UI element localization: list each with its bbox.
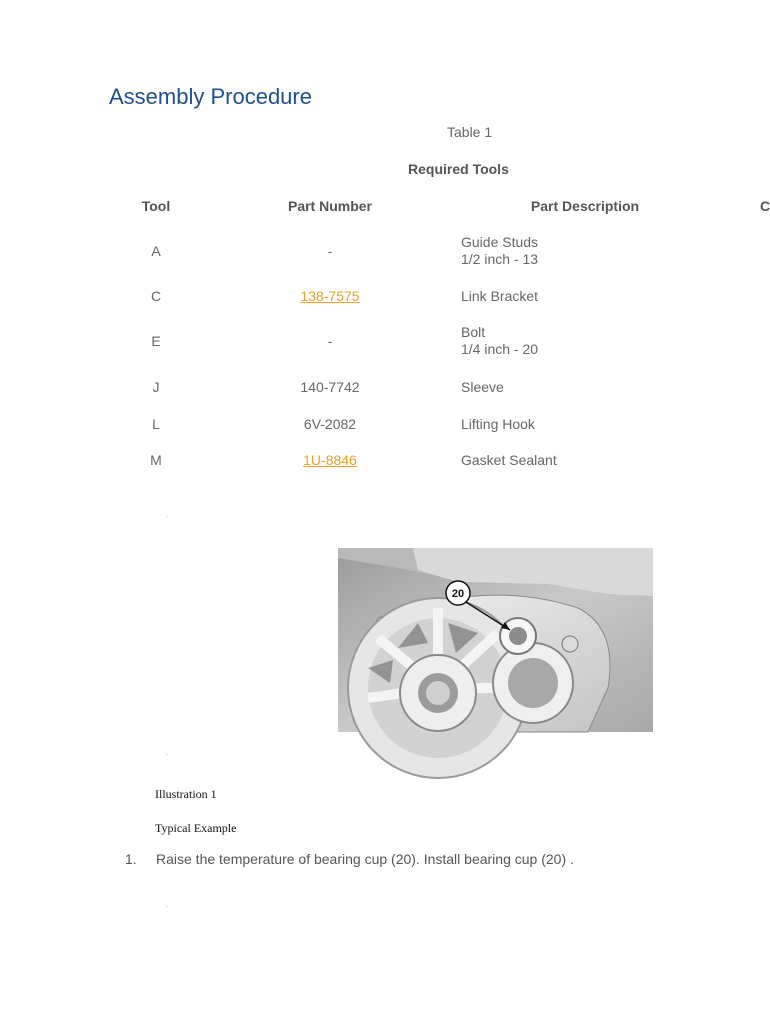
table-title: Required Tools [408,161,509,177]
bullet-dot: . [166,510,169,519]
table-row-tool: A [151,243,161,259]
description-line-2: 1/4 inch - 20 [461,341,539,357]
step-text: Raise the temperature of bearing cup (20). Install bearing cup (20) . [156,851,574,867]
table-row-tool: L [152,416,160,432]
page-title: Assembly Procedure [109,84,312,109]
description-line-2: 1/2 inch - 13 [461,251,539,267]
table-row-part-number: 140-7742 [300,379,360,395]
table-row-tool: C [150,288,162,304]
table-row-description [461,234,538,268]
illustration-label: Illustration 1 [155,787,217,801]
illustration-sublabel: Typical Example [155,821,237,835]
table-row-tool: M [150,452,162,468]
callout-number: 20 [451,588,465,600]
illustration-image [338,548,653,732]
bullet-dot: . [166,748,169,757]
table-row-part-number: 6V-2082 [303,416,357,432]
table-row-part-number: - [327,333,333,349]
column-header-part-number: Part Number [287,198,373,214]
part-number-link[interactable]: 138-7575 [300,288,360,304]
table-row-description: Gasket Sealant [461,452,557,468]
table-row-tool: J [152,379,160,395]
column-header-tool: Tool [141,198,171,214]
table-row-part-number: - [327,243,333,259]
description-line-1: Guide Studs [461,234,539,250]
table-row-part-number [270,452,390,469]
table-row-description: Sleeve [461,379,504,395]
bullet-dot: . [166,900,169,909]
table-row-description: Lifting Hook [461,416,535,432]
column-header-cut-off: C [760,198,770,214]
step-number: 1. [125,851,137,867]
table-caption: Table 1 [447,124,493,140]
table-row-description: Link Bracket [461,288,539,304]
table-row-description [461,324,538,358]
description-line-1: Bolt [461,324,486,340]
part-number-link[interactable]: 1U-8846 [303,452,357,468]
column-header-part-description: Part Description [530,198,640,214]
table-row-part-number [270,288,390,305]
table-row-tool: E [151,333,161,349]
